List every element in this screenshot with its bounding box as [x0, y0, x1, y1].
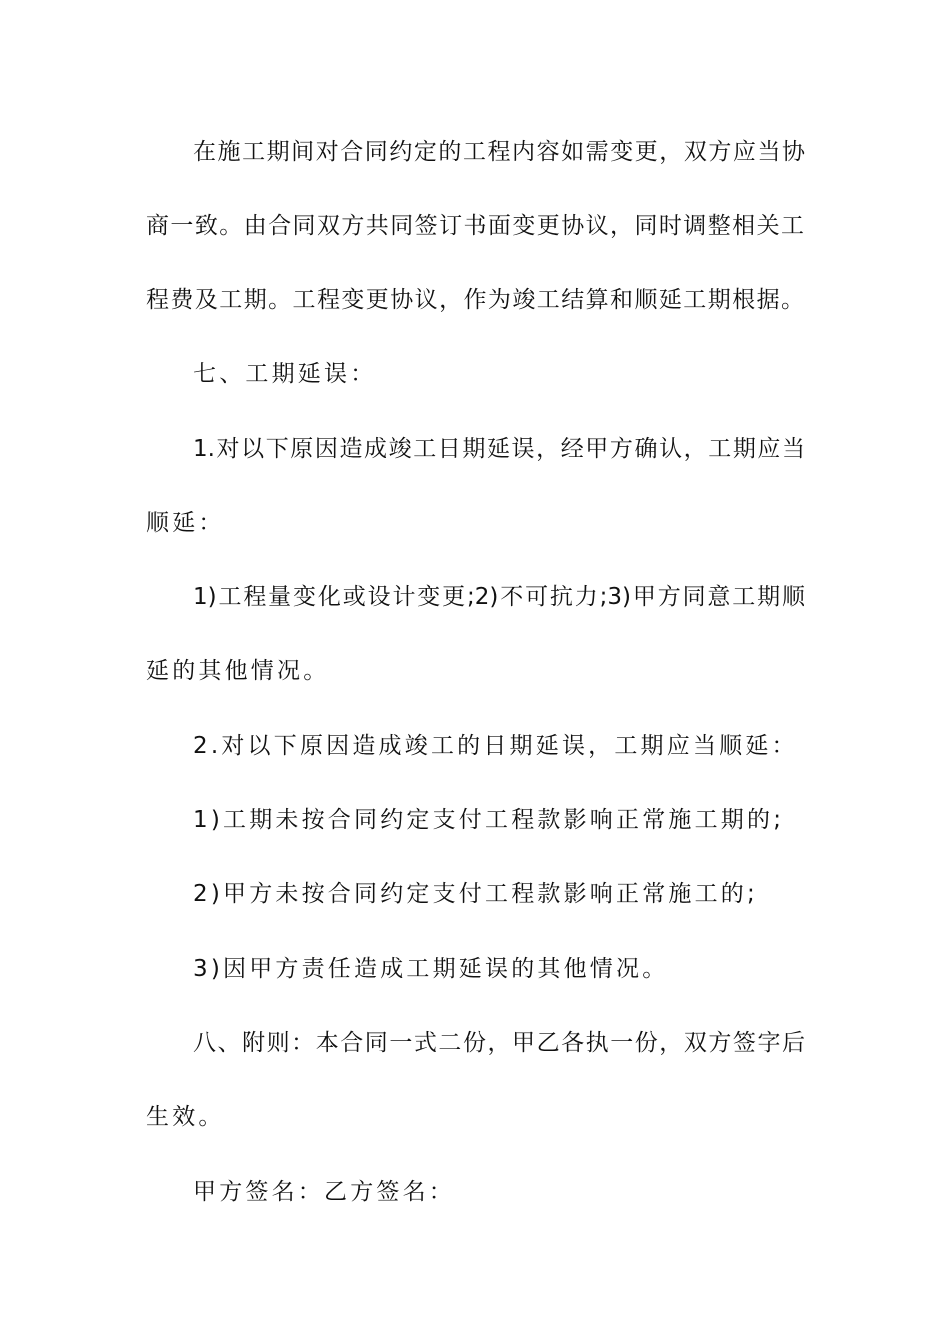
clause-2-item-3: 3)因甲方责任造成工期延误的其他情况。 — [193, 956, 669, 982]
clause-2-item-1: 1)工期未按合同约定支付工程款影响正常施工期的; — [193, 807, 785, 833]
clause-1-line-1: 1.对以下原因造成竣工日期延误，经甲方确认，工期应当 — [193, 436, 805, 462]
paragraph-change-line-3: 程费及工期。工程变更协议，作为竣工结算和顺延工期根据。 — [146, 287, 804, 313]
section-heading-annex-line-1: 八、附则：本合同一式二份，甲乙各执一份，双方签字后 — [193, 1030, 805, 1056]
section-heading-delay: 七、工期延误： — [193, 361, 377, 387]
paragraph-change-line-1: 在施工期间对合同约定的工程内容如需变更，双方应当协 — [193, 139, 805, 165]
signature-line: 甲方签名：乙方签名： — [193, 1179, 455, 1205]
clause-1-items-line-1: 1)工程量变化或设计变更;2)不可抗力;3)甲方同意工期顺 — [193, 584, 805, 610]
clause-1-line-2: 顺延： — [146, 510, 225, 536]
clause-2: 2.对以下原因造成竣工的日期延误，工期应当顺延： — [193, 733, 798, 759]
section-heading-annex-line-2: 生效。 — [146, 1104, 225, 1130]
paragraph-change-line-2: 商一致。由合同双方共同签订书面变更协议，同时调整相关工 — [146, 213, 804, 239]
clause-2-item-2: 2)甲方未按合同约定支付工程款影响正常施工的; — [193, 881, 758, 907]
clause-1-items-line-2: 延的其他情况。 — [146, 658, 330, 684]
